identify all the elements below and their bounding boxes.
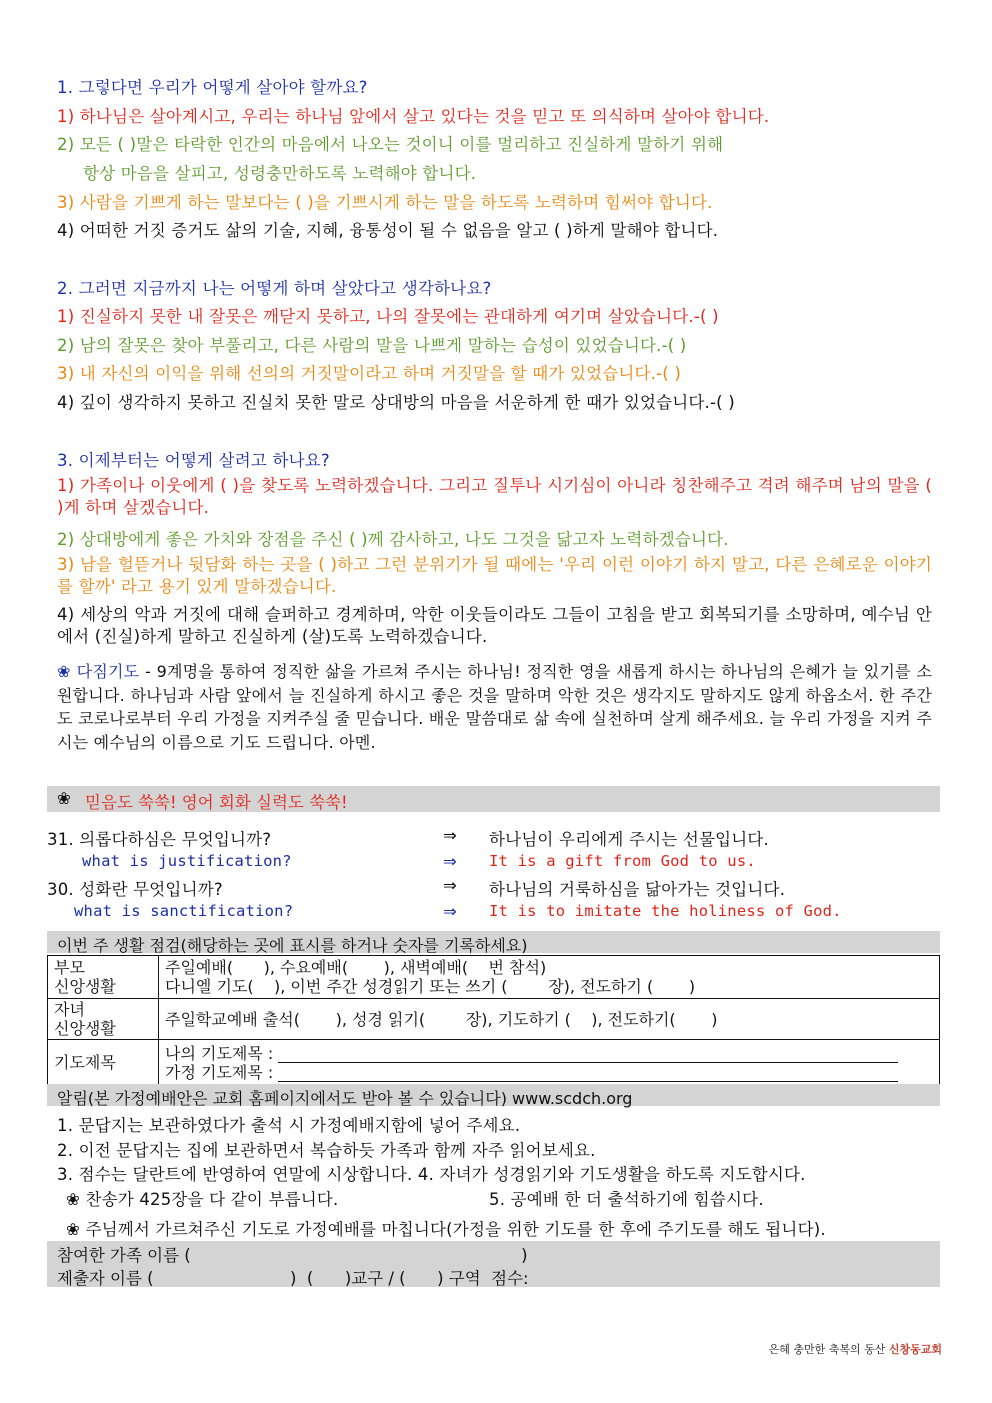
child-line-1: 주일학교예배 출석( ), 성경 읽기( 장), 기도하기 ( ), 전도하기( ) bbox=[165, 1009, 718, 1029]
notice-note: (본 가정예배안은 교회 홈페이지에서도 받아 볼 수 있습니다) www.scdch.org bbox=[87, 1089, 633, 1108]
flower-icon: ❀ bbox=[57, 789, 71, 808]
a30-korean: 하나님의 거룩하심을 닮아가는 것입니다. bbox=[489, 880, 786, 899]
section1-answer-2a: 2) 모든 ( )말은 타락한 인간의 마음에서 나오는 것이니 이를 멀리하고 진실하게 말하기 위해 bbox=[57, 135, 724, 154]
section2-answer-2: 2) 남의 잘못은 찾아 부풀리고, 다른 사람의 말을 나쁘게 말하는 습성이 있었습니다.-( ) bbox=[57, 336, 687, 355]
weekly-check-header bbox=[47, 931, 940, 953]
arrow-icon: ⇒ bbox=[443, 876, 458, 895]
english-header: 믿음도 쑥쑥! 영어 회화 실력도 쑥쑥! bbox=[85, 793, 348, 812]
section2-answer-4: 4) 깊이 생각하지 못하고 진실치 못한 말로 상대방의 마음을 서운하게 한 때가 있었습니다.-( ) bbox=[57, 393, 735, 412]
notice-lords-prayer: ❀ 주님께서 가르쳐주신 기도로 가정예배를 마칩니다 bbox=[66, 1220, 447, 1239]
arrow-icon: ⇒ bbox=[443, 852, 458, 871]
notice-1: 1. 문답지는 보관하였다가 출석 시 가정예배지함에 넣어 주세요. bbox=[57, 1116, 521, 1135]
church-name: 신창동교회 bbox=[888, 1343, 942, 1356]
table-row bbox=[48, 999, 940, 1040]
section1-answer-3: 3) 사람을 기쁘게 하는 말보다는 ( )을 기쁘시게 하는 말을 하도록 노력하며 힘써야 합니다. bbox=[57, 193, 713, 212]
notice-lords-prayer-note: (가정을 위한 기도를 한 후에 주기도를 해도 됩니다). bbox=[446, 1220, 826, 1239]
parent-line-2: 다니엘 기도( ), 이번 주간 성경읽기 또는 쓰기 ( 장), 전도하기 ( ) bbox=[165, 977, 696, 996]
section2-question: 2. 그러면 지금까지 나는 어떻게 하며 살았다고 생각하나요? bbox=[57, 279, 492, 298]
prayer-topics-fields[interactable] bbox=[159, 1040, 940, 1086]
table-row bbox=[48, 1040, 940, 1086]
section1-answer-2b: 항상 마음을 살피고, 성령충만하도록 노력해야 합니다. bbox=[83, 164, 477, 183]
family-names-field[interactable]: 참여한 가족 이름 ( ) bbox=[57, 1246, 528, 1265]
q30-english: what is sanctification? bbox=[74, 902, 294, 920]
section3-answer-3: 3) 남을 헐뜯거나 뒷담화 하는 곳을 ( )하고 그런 분위기가 될 때에는 '우리 이런 이야기 하지 말고, 다른 은혜로운 이야기를 할까' 라고 용기 있게 말하겠습니다. bbox=[57, 555, 932, 596]
section1-question: 1. 그렇다면 우리가 어떻게 살아야 할까요? bbox=[57, 78, 368, 97]
commitment-prayer bbox=[57, 660, 932, 754]
prayer-label: ❀ 다짐기도 bbox=[57, 662, 140, 681]
submission-box bbox=[47, 1241, 940, 1287]
section2-answer-1: 1) 진실하지 못한 내 잘못은 깨닫지 못하고, 나의 잘못에는 관대하게 여기며 살았습니다.-( ) bbox=[57, 307, 719, 326]
notice-hymn: ❀ 찬송가 425장을 다 같이 부릅니다. bbox=[66, 1190, 339, 1209]
prayer-text: - 9계명을 통하여 정직한 삶을 가르쳐 주시는 하나님! 정직한 영을 새롭게 하시는 하나님의 은혜가 늘 있기를 소원합니다. 하나님과 사람 앞에서 늘 진실하게 하시고 좋은 것을 말하며 악한 것은 생각지도 말하지도 않게 하옵소서. 한 주간도 코로나로부터 우리 가정을 지켜주실 줄 믿습니다. 배운 말씀대로 삶 속에 실천하며 살게 해주세요. 늘 우리 가정을 지켜 주시는 예수님의 이름으로 기도 드립니다. 아멘. bbox=[57, 662, 932, 752]
section1-answer-1: 1) 하나님은 살아계시고, 우리는 하나님 앞에서 살고 있다는 것을 믿고 또 의식하며 살아야 합니다. bbox=[57, 107, 770, 126]
a31-korean: 하나님이 우리에게 주시는 선물입니다. bbox=[489, 830, 770, 849]
weekly-check-table bbox=[47, 955, 940, 1086]
arrow-icon: ⇒ bbox=[443, 826, 458, 845]
child-faith-label: 자녀 신앙생활 bbox=[48, 999, 159, 1040]
child-faith-fields[interactable] bbox=[159, 999, 940, 1040]
parent-faith-label: 부모 신앙생활 bbox=[48, 956, 159, 999]
notice-header bbox=[47, 1084, 940, 1106]
section3-question: 3. 이제부터는 어떻게 살려고 하나요? bbox=[57, 451, 330, 470]
arrow-icon: ⇒ bbox=[443, 902, 458, 921]
weekly-check-note: (해당하는 곳에 표시를 하거나 숫자를 기록하세요) bbox=[180, 936, 528, 955]
footer-slogan: 은혜 충만한 축복의 동산 bbox=[768, 1343, 889, 1356]
q31-english: what is justification? bbox=[82, 852, 292, 870]
weekly-check-title: 이번 주 생활 점검 bbox=[57, 936, 181, 955]
footer bbox=[769, 1341, 942, 1357]
submitter-field[interactable]: 제출자 이름 ( ) ( )교구 / ( ) 구역 점수: bbox=[57, 1269, 529, 1288]
notice-5: 5. 공예배 한 더 출석하기에 힘씁시다. bbox=[489, 1190, 764, 1209]
family-prayer-label: 가정 기도제목 : bbox=[165, 1062, 274, 1082]
section3-answer-4: 4) 세상의 악과 거짓에 대해 슬퍼하고 경계하며, 악한 이웃들이라도 그들이 고침을 받고 회복되기를 소망하며, 예수님 안에서 (진실)하게 말하고 진실하게 (살)도록 노력하겠습니다. bbox=[57, 605, 932, 646]
section3-answer-2: 2) 상대방에게 좋은 가치와 장점을 주신 ( )께 감사하고, 나도 그것을 닮고자 노력하겠습니다. bbox=[57, 530, 729, 549]
my-prayer-line[interactable] bbox=[278, 1046, 898, 1063]
q30-korean: 30. 성화란 무엇입니까? bbox=[47, 880, 223, 899]
notice-2: 2. 이전 문답지는 집에 보관하면서 복습하듯 가족과 함께 자주 읽어보세요. bbox=[57, 1141, 596, 1160]
english-header-bar bbox=[47, 786, 940, 812]
parent-line-1: 주일예배( ), 수요예배( ), 새벽예배( 번 참석) bbox=[165, 958, 547, 977]
q31-korean: 31. 의롭다하심은 무엇입니까? bbox=[47, 830, 272, 849]
table-row bbox=[48, 956, 940, 999]
section1-answer-4: 4) 어떠한 거짓 증거도 삶의 기술, 지혜, 융통성이 될 수 없음을 알고 ( )하게 말해야 합니다. bbox=[57, 221, 719, 240]
notice-title: 알림 bbox=[57, 1089, 88, 1108]
parent-faith-fields[interactable] bbox=[159, 956, 940, 999]
family-prayer-line[interactable] bbox=[278, 1065, 898, 1082]
my-prayer-label: 나의 기도제목 : bbox=[165, 1043, 274, 1063]
a31-english: It is a gift from God to us. bbox=[489, 852, 756, 870]
section2-answer-3: 3) 내 자신의 이익을 위해 선의의 거짓말이라고 하며 거짓말을 할 때가 있었습니다.-( ) bbox=[57, 364, 681, 383]
section3-answer-1: 1) 가족이나 이웃에게 ( )을 찾도록 노력하겠습니다. 그리고 질투나 시기심이 아니라 칭찬해주고 격려 해주며 남의 말을 ( )게 하며 살겠습니다. bbox=[57, 476, 932, 517]
prayer-topics-label: 기도제목 bbox=[48, 1040, 159, 1086]
notice-3: 3. 점수는 달란트에 반영하여 연말에 시상합니다. 4. 자녀가 성경읽기와 기도생활을 하도록 지도합시다. bbox=[57, 1165, 806, 1184]
a30-english: It is to imitate the holiness of God. bbox=[489, 902, 842, 920]
